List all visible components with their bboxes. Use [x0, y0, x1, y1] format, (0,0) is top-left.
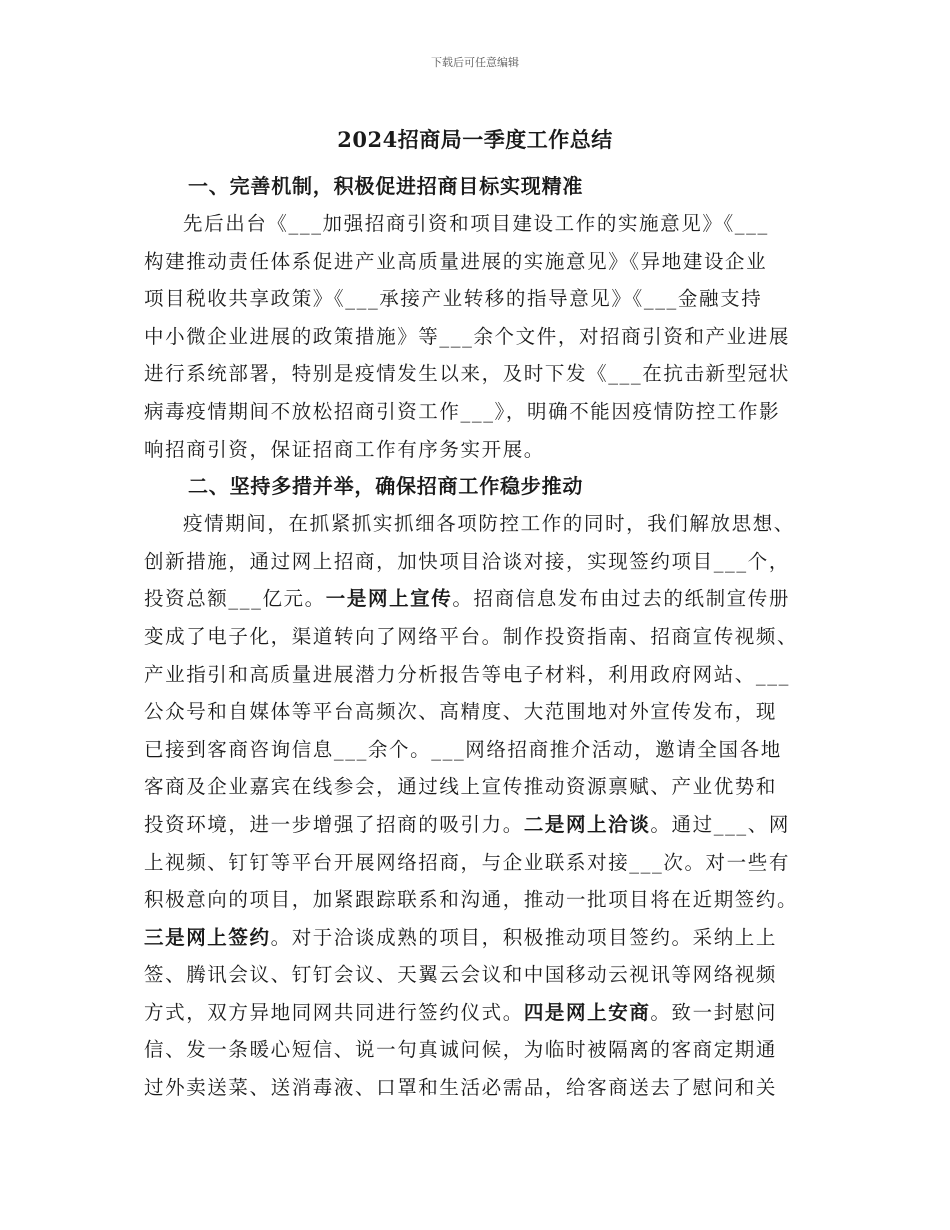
paragraph-line: 疫情期间，在抓紧抓实抓细各项防控工作的同时，我们解放思想、	[183, 512, 795, 536]
line-text: 投资环境，进一步增强了招商的吸引力。	[144, 812, 524, 836]
paragraph-line: 信、发一条暖心短信、说一句真诚问候，为临时被隔离的客商定期通	[144, 1038, 778, 1062]
paragraph-line: 签、腾讯会议、钉钉会议、天翼云会议和中国移动云视讯等网络视频	[144, 963, 778, 987]
line-text: 。对于洽谈成熟的项目，积极推动项目签约。采纳上上	[270, 925, 778, 949]
paragraph-line: 上视频、钉钉等平台开展网络招商，与企业联系对接___次。对一些有	[144, 850, 790, 874]
bold-point-3: 三是网上签约	[144, 925, 271, 949]
paragraph-line: 创新措施，通过网上招商，加快项目洽谈对接，实现签约项目___个，	[144, 549, 790, 573]
paragraph-line: 进行系统部署，特别是疫情发生以来，及时下发《___在抗击新型冠状	[144, 362, 790, 386]
bold-point-1: 一是网上宣传	[325, 587, 453, 611]
line-text: 。招商信息发布由过去的纸制宣传册	[452, 587, 790, 611]
bold-point-2: 二是网上洽谈	[523, 812, 651, 836]
paragraph-line: 过外卖送菜、送消毒液、口罩和生活必需品，给客商送去了慰问和关	[144, 1076, 778, 1100]
section-2-paragraph	[144, 505, 812, 1107]
paragraph-line: 响招商引资，保证招商工作有序务实开展。	[144, 437, 545, 461]
paragraph-line: 积极意向的项目，加紧跟踪联系和沟通，推动一批项目将在近期签约。	[144, 888, 799, 912]
section-1-paragraph	[144, 205, 812, 468]
paragraph-line	[144, 806, 812, 844]
paragraph-line: 构建推动责任体系促进产业高质量进展的实施意见》《异地建设企业	[144, 249, 768, 273]
paragraph-line: 病毒疫情期间不放松招商引资工作___》，明确不能因疫情防控工作影	[144, 399, 781, 423]
line-text: 。通过___、网	[650, 812, 790, 836]
section-2-heading: 二、坚持多措并举，确保招商工作稳步推动	[188, 474, 584, 499]
section-1-heading: 一、完善机制，积极促进招商目标实现精准	[188, 174, 584, 198]
paragraph-line	[144, 994, 812, 1032]
paragraph-line: 客商及企业嘉宾在线参会，通过线上宣传推动资源禀赋、产业优势和	[144, 775, 778, 799]
bold-point-4: 四是网上安商	[523, 1000, 651, 1024]
paragraph-line	[144, 919, 812, 957]
paragraph-line	[144, 580, 812, 618]
paragraph-line: 变成了电子化，渠道转向了网络平台。制作投资指南、招商宣传视频、	[144, 624, 799, 648]
document-body	[144, 168, 812, 1107]
paragraph-line: 项目税收共享政策》《___承接产业转移的指导意见》《___金融支持	[144, 287, 763, 311]
page-header-note: 下载后可任意编辑	[431, 56, 519, 69]
line-text: 方式，双方异地同网共同进行签约仪式。	[144, 1000, 524, 1024]
paragraph-line: 已接到客商咨询信息___余个。___网络招商推介活动，邀请全国各地	[144, 737, 782, 761]
line-text: 。致一封慰问	[650, 1000, 778, 1024]
paragraph-line: 先后出台《___加强招商引资和项目建设工作的实施意见》《___	[183, 212, 769, 235]
document-title: 2024招商局一季度工作总结	[337, 127, 613, 152]
paragraph-line: 产业指引和高质量进展潜力分析报告等电子材料，利用政府网站、___	[144, 662, 790, 686]
paragraph-line: 中小微企业进展的政策措施》等___余个文件，对招商引资和产业进展	[144, 324, 790, 348]
paragraph-line: 公众号和自媒体等平台高频次、高精度、大范围地对外宣传发布，现	[144, 700, 778, 724]
line-text: 投资总额___亿元。	[144, 587, 326, 611]
